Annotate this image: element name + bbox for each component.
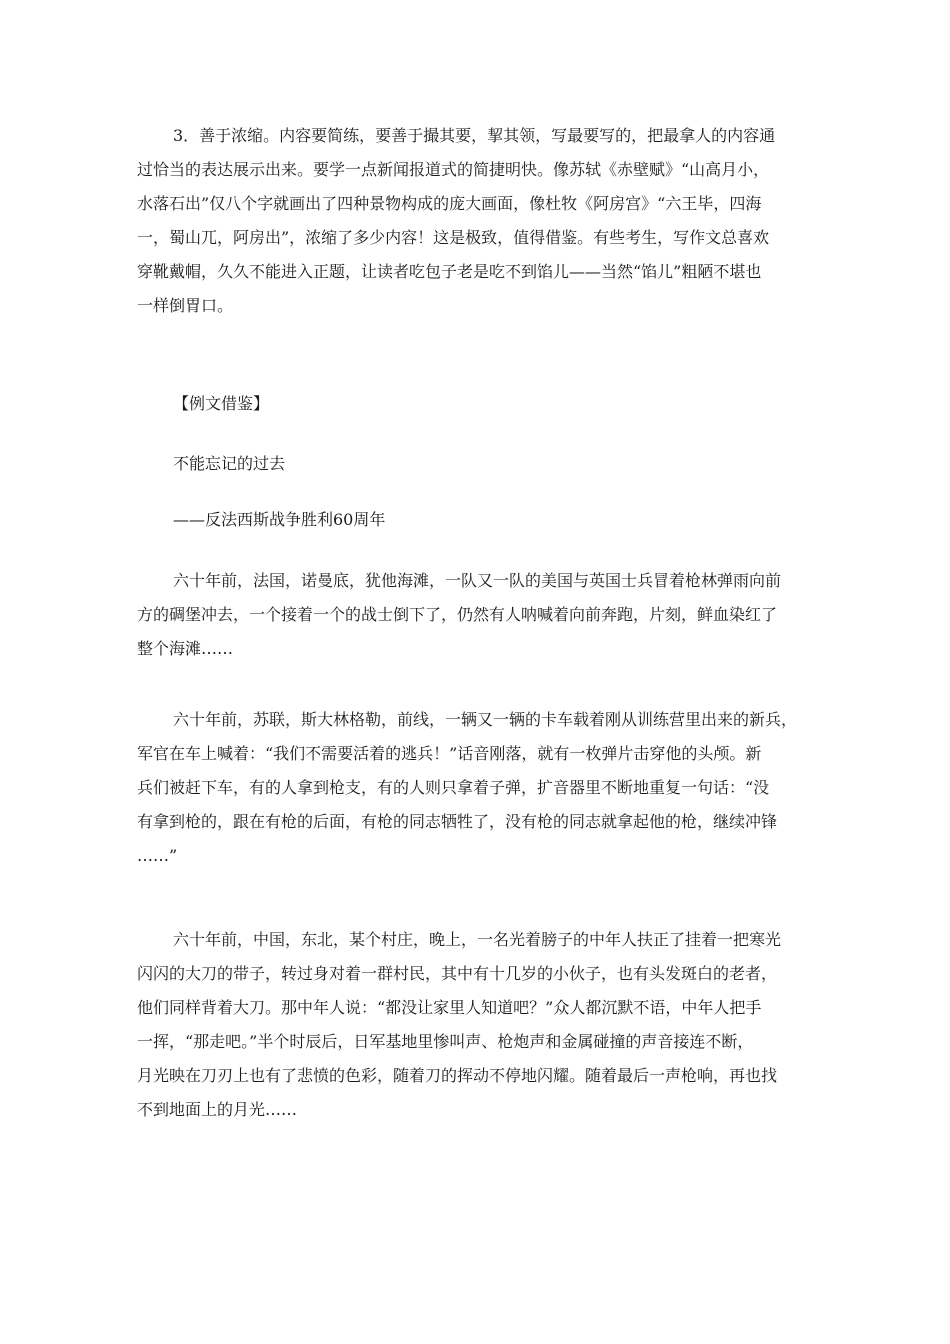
text-line: 军官在车上喊着：“我们不需要活着的逃兵！”话音刚落，就有一枚弹片击穿他的头颅。新 [137,744,762,763]
text-line: 月光映在刀刃上也有了悲愤的色彩，随着刀的挥动不停地闪耀。随着最后一声枪响，再也找 [137,1066,778,1085]
text-line: 兵们被赶下车，有的人拿到枪支，有的人则只拿着子弹，扩音器里不断地重复一句话：“没 [137,778,770,797]
paragraph-stalingrad [137,703,809,873]
section-heading: 【例文借鉴】 [173,394,270,413]
text-line: 不到地面上的月光…… [137,1100,298,1119]
text-line: 一样倒胃口。 [137,296,234,315]
text-line: 方的碉堡冲去，一个接着一个的战士倒下了，仍然有人呐喊着向前奔跑，片刻，鲜血染红了 [137,605,778,624]
paragraph-normandy [137,564,809,666]
text-line: ……” [137,846,178,865]
text-line: 水落石出”仅八个字就画出了四种景物构成的庞大画面，像杜牧《阿房宫》“六王毕，四海 [137,194,762,213]
essay-subtitle: ——反法西斯战争胜利60周年 [173,510,386,529]
paragraph-northeast-china [137,923,809,1127]
text-line: 六十年前，法国，诺曼底，犹他海滩，一队又一队的美国与英国士兵冒着枪林弹雨向前 [173,571,782,590]
text-line: 过恰当的表达展示出来。要学一点新闻报道式的简捷明快。像苏轼《赤壁赋》“山高月小， [137,160,770,179]
text-line: 六十年前，中国，东北，某个村庄，晚上，一名光着膀子的中年人扶正了挂着一把寒光 [173,930,782,949]
text-line: 整个海滩…… [137,639,234,658]
text-line: 他们同样背着大刀。那中年人说：“都没让家里人知道吧？”众人都沉默不语，中年人把手 [137,998,762,1017]
text-line: 一，蜀山兀，阿房出”，浓缩了多少内容！这是极致，值得借鉴。有些考生，写作文总喜欢 [137,228,770,247]
text-line: 一挥，“那走吧。”半个时辰后，日军基地里惨叫声、枪炮声和金属碰撞的声音接连不断， [137,1032,754,1051]
paragraph-condense [137,119,809,323]
text-line: 闪闪的大刀的带子，转过身对着一群村民，其中有十几岁的小伙子，也有头发斑白的老者， [137,964,778,983]
essay-title: 不能忘记的过去 [173,454,286,473]
text-line: 六十年前，苏联，斯大林格勒，前线，一辆又一辆的卡车载着刚从训练营里出来的新兵， [173,710,798,729]
text-line: 3．善于浓缩。内容要简练，要善于撮其要，挈其领，写最要写的，把最拿人的内容通 [173,126,776,145]
text-line: 穿靴戴帽，久久不能进入正题，让读者吃包子老是吃不到馅儿——当然“馅儿”粗陋不堪也 [137,262,762,281]
text-line: 有拿到枪的，跟在有枪的后面，有枪的同志牺牲了，没有枪的同志就拿起他的枪，继续冲锋 [137,812,778,831]
